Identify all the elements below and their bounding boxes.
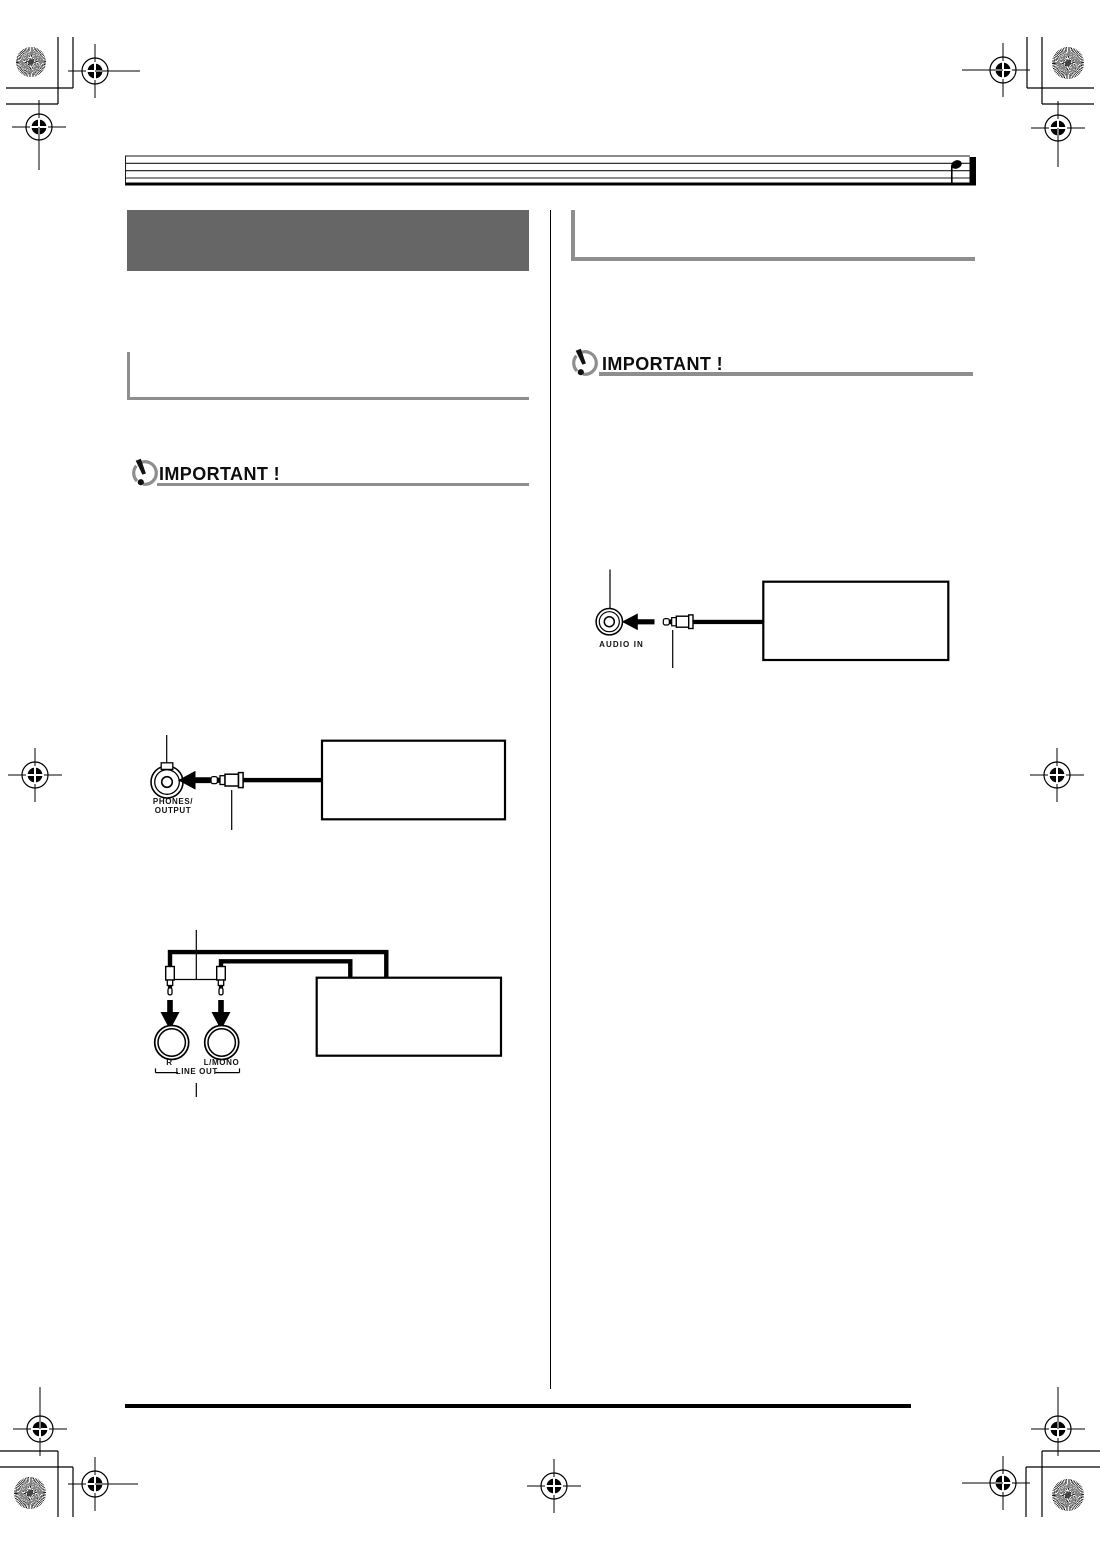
device-box xyxy=(322,741,505,820)
audio-plug-icon xyxy=(211,773,243,788)
registration-mark-icon xyxy=(8,748,62,802)
registration-mark-icon xyxy=(1030,748,1084,802)
cable-line xyxy=(170,952,386,978)
audio-plug-icon xyxy=(663,615,693,629)
crop-marks-top-left xyxy=(6,37,73,104)
phones-label-line2: OUTPUT xyxy=(154,805,192,815)
cable-line xyxy=(221,961,350,977)
staff-banner xyxy=(125,156,976,186)
crop-marks-bottom-left xyxy=(0,1451,73,1517)
phones-output-diagram xyxy=(151,735,505,830)
device-box xyxy=(317,978,501,1056)
cable-line xyxy=(243,778,322,782)
line-out-r-label: R xyxy=(166,1057,173,1067)
important-exclamation-icon xyxy=(130,458,160,488)
important-heading-right: IMPORTANT ! xyxy=(602,354,724,374)
staff-end-bar xyxy=(970,157,977,186)
phones-output-jack-icon xyxy=(151,763,183,798)
line-out-lmono-label: L/MONO xyxy=(203,1057,240,1067)
crop-marks-bottom-right xyxy=(1026,1451,1100,1517)
important-exclamation-icon xyxy=(570,348,600,378)
audio-in-label: AUDIO IN xyxy=(599,639,644,649)
device-box xyxy=(763,582,948,660)
crop-marks-top-right xyxy=(1027,37,1094,104)
cable-line xyxy=(693,620,763,624)
line-out-group-label: LINE OUT xyxy=(175,1067,218,1077)
phones-output-label xyxy=(144,798,202,815)
line-out-r-jack-icon xyxy=(155,1026,189,1060)
audio-in-diagram xyxy=(596,570,948,669)
line-out-lmono-jack-icon xyxy=(205,1026,239,1060)
important-heading-left: IMPORTANT ! xyxy=(159,463,281,484)
phones-label-line1: PHONES/ xyxy=(152,797,194,807)
audio-plug-icon xyxy=(217,967,226,995)
arrow-left-icon xyxy=(622,613,655,630)
registration-mark-icon xyxy=(527,1459,581,1513)
audio-plug-icon xyxy=(166,967,175,995)
audio-in-jack-icon xyxy=(596,609,622,635)
